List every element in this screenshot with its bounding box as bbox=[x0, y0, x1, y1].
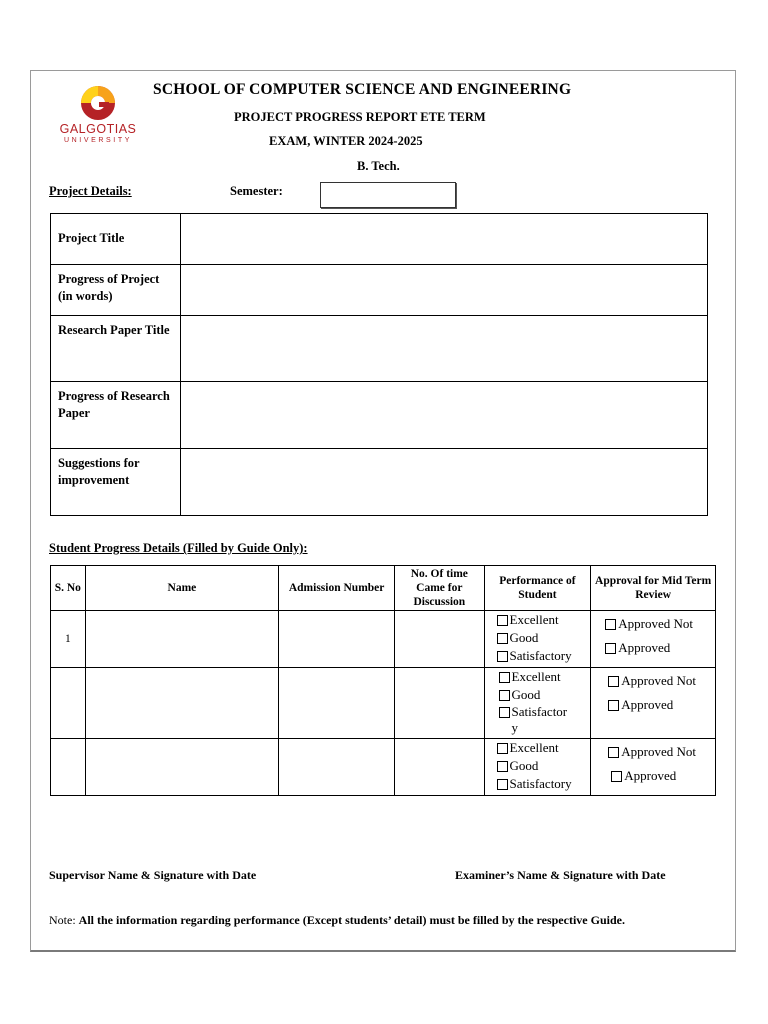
research-paper-progress-field[interactable] bbox=[181, 382, 708, 449]
project-details-table bbox=[50, 213, 708, 516]
performance-option[interactable]: Good bbox=[497, 757, 591, 775]
sno-cell: 1 bbox=[51, 611, 86, 668]
performance-option[interactable]: Excellent bbox=[497, 739, 591, 757]
performance-cell bbox=[484, 739, 591, 796]
admission-cell[interactable] bbox=[279, 739, 395, 796]
project-row bbox=[51, 449, 708, 516]
admission-cell[interactable] bbox=[279, 611, 395, 668]
program-label: B. Tech. bbox=[357, 159, 400, 173]
table-row bbox=[51, 668, 716, 739]
checkbox-icon[interactable] bbox=[608, 700, 619, 711]
name-cell[interactable] bbox=[85, 668, 278, 739]
approval-cell bbox=[591, 611, 716, 668]
project-row bbox=[51, 382, 708, 449]
note-prefix: Note: bbox=[49, 913, 79, 927]
checkbox-icon[interactable] bbox=[497, 743, 508, 754]
sno-cell bbox=[51, 668, 86, 739]
table-row bbox=[51, 739, 716, 796]
checkbox-icon[interactable] bbox=[605, 643, 616, 654]
col-header-approval: Approval for Mid Term Review bbox=[591, 566, 716, 611]
checkbox-icon[interactable] bbox=[499, 672, 510, 683]
project-progress-field[interactable] bbox=[181, 265, 708, 316]
performance-option[interactable]: Excellent bbox=[499, 668, 591, 686]
col-header-discussion-count: No. Of time Came for Discussion bbox=[395, 566, 484, 611]
admission-cell[interactable] bbox=[279, 668, 395, 739]
footer-note bbox=[49, 913, 625, 928]
student-section-title: Student Progress Details (Filled by Guide Only): bbox=[49, 541, 308, 555]
report-title-line1: PROJECT PROGRESS REPORT ETE TERM bbox=[234, 110, 486, 124]
project-details-label: Project Details: bbox=[49, 184, 132, 198]
performance-option[interactable]: Good bbox=[497, 629, 591, 647]
discussion-count-cell[interactable] bbox=[395, 668, 484, 739]
logo-name: GALGOTIAS bbox=[59, 122, 137, 136]
suggestions-field[interactable] bbox=[181, 449, 708, 516]
approval-option[interactable]: Approved bbox=[608, 767, 715, 785]
name-cell[interactable] bbox=[85, 611, 278, 668]
report-title-line2: EXAM, WINTER 2024-2025 bbox=[269, 134, 423, 148]
checkbox-icon[interactable] bbox=[497, 615, 508, 626]
approval-option[interactable]: Approved Not bbox=[608, 672, 715, 690]
sno-cell bbox=[51, 739, 86, 796]
approval-cell bbox=[591, 739, 716, 796]
checkbox-icon[interactable] bbox=[497, 651, 508, 662]
approval-option[interactable]: Approved bbox=[608, 696, 715, 714]
col-header-name: Name bbox=[85, 566, 278, 611]
performance-option[interactable]: Excellent bbox=[497, 611, 591, 629]
table-header-row bbox=[51, 566, 716, 611]
checkbox-icon[interactable] bbox=[499, 690, 510, 701]
examiner-signature-label: Examiner’s Name & Signature with Date bbox=[455, 868, 666, 882]
checkbox-icon[interactable] bbox=[605, 619, 616, 630]
col-header-sno: S. No bbox=[51, 566, 86, 611]
discussion-count-cell[interactable] bbox=[395, 611, 484, 668]
project-row-label: Progress of Research Paper bbox=[51, 382, 181, 449]
project-row-label: Project Title bbox=[51, 214, 181, 265]
performance-option[interactable]: Satisfactory bbox=[497, 775, 591, 793]
semester-label: Semester: bbox=[230, 184, 283, 198]
performance-option[interactable]: Good bbox=[499, 686, 591, 704]
project-row-label: Research Paper Title bbox=[51, 316, 181, 382]
col-header-performance: Performance of Student bbox=[484, 566, 591, 611]
university-logo bbox=[53, 83, 143, 145]
project-row bbox=[51, 214, 708, 265]
checkbox-icon[interactable] bbox=[497, 633, 508, 644]
logo-subtitle: UNIVERSITY bbox=[63, 136, 132, 144]
col-header-admission: Admission Number bbox=[279, 566, 395, 611]
galgotias-emblem-icon bbox=[53, 83, 143, 123]
checkbox-icon[interactable] bbox=[608, 747, 619, 758]
table-row bbox=[51, 611, 716, 668]
checkbox-icon[interactable] bbox=[611, 771, 622, 782]
semester-field[interactable] bbox=[320, 182, 456, 208]
performance-cell bbox=[484, 668, 591, 739]
checkbox-icon[interactable] bbox=[499, 707, 510, 718]
checkbox-icon[interactable] bbox=[608, 676, 619, 687]
project-row bbox=[51, 265, 708, 316]
project-row-label: Suggestions for improvement bbox=[51, 449, 181, 516]
discussion-count-cell[interactable] bbox=[395, 739, 484, 796]
checkbox-icon[interactable] bbox=[497, 761, 508, 772]
student-progress-table bbox=[50, 565, 716, 796]
project-row-label: Progress of Project (in words) bbox=[51, 265, 181, 316]
project-title-field[interactable] bbox=[181, 214, 708, 265]
performance-cell bbox=[484, 611, 591, 668]
approval-option[interactable]: Approved bbox=[605, 639, 715, 657]
report-form-page bbox=[30, 70, 736, 952]
performance-option[interactable]: Satisfactor y bbox=[499, 704, 571, 738]
approval-cell bbox=[591, 668, 716, 739]
approval-option[interactable]: Approved Not bbox=[608, 743, 715, 761]
performance-option[interactable]: Satisfactory bbox=[497, 647, 591, 665]
research-paper-title-field[interactable] bbox=[181, 316, 708, 382]
approval-option[interactable]: Approved Not bbox=[605, 615, 715, 633]
note-text: All the information regarding performance (Except students’ detail) must be filled by the respective Guide. bbox=[78, 913, 625, 927]
project-row bbox=[51, 316, 708, 382]
supervisor-signature-label: Supervisor Name & Signature with Date bbox=[49, 868, 257, 882]
name-cell[interactable] bbox=[85, 739, 278, 796]
school-title: SCHOOL OF COMPUTER SCIENCE AND ENGINEERING bbox=[153, 81, 572, 98]
checkbox-icon[interactable] bbox=[497, 779, 508, 790]
